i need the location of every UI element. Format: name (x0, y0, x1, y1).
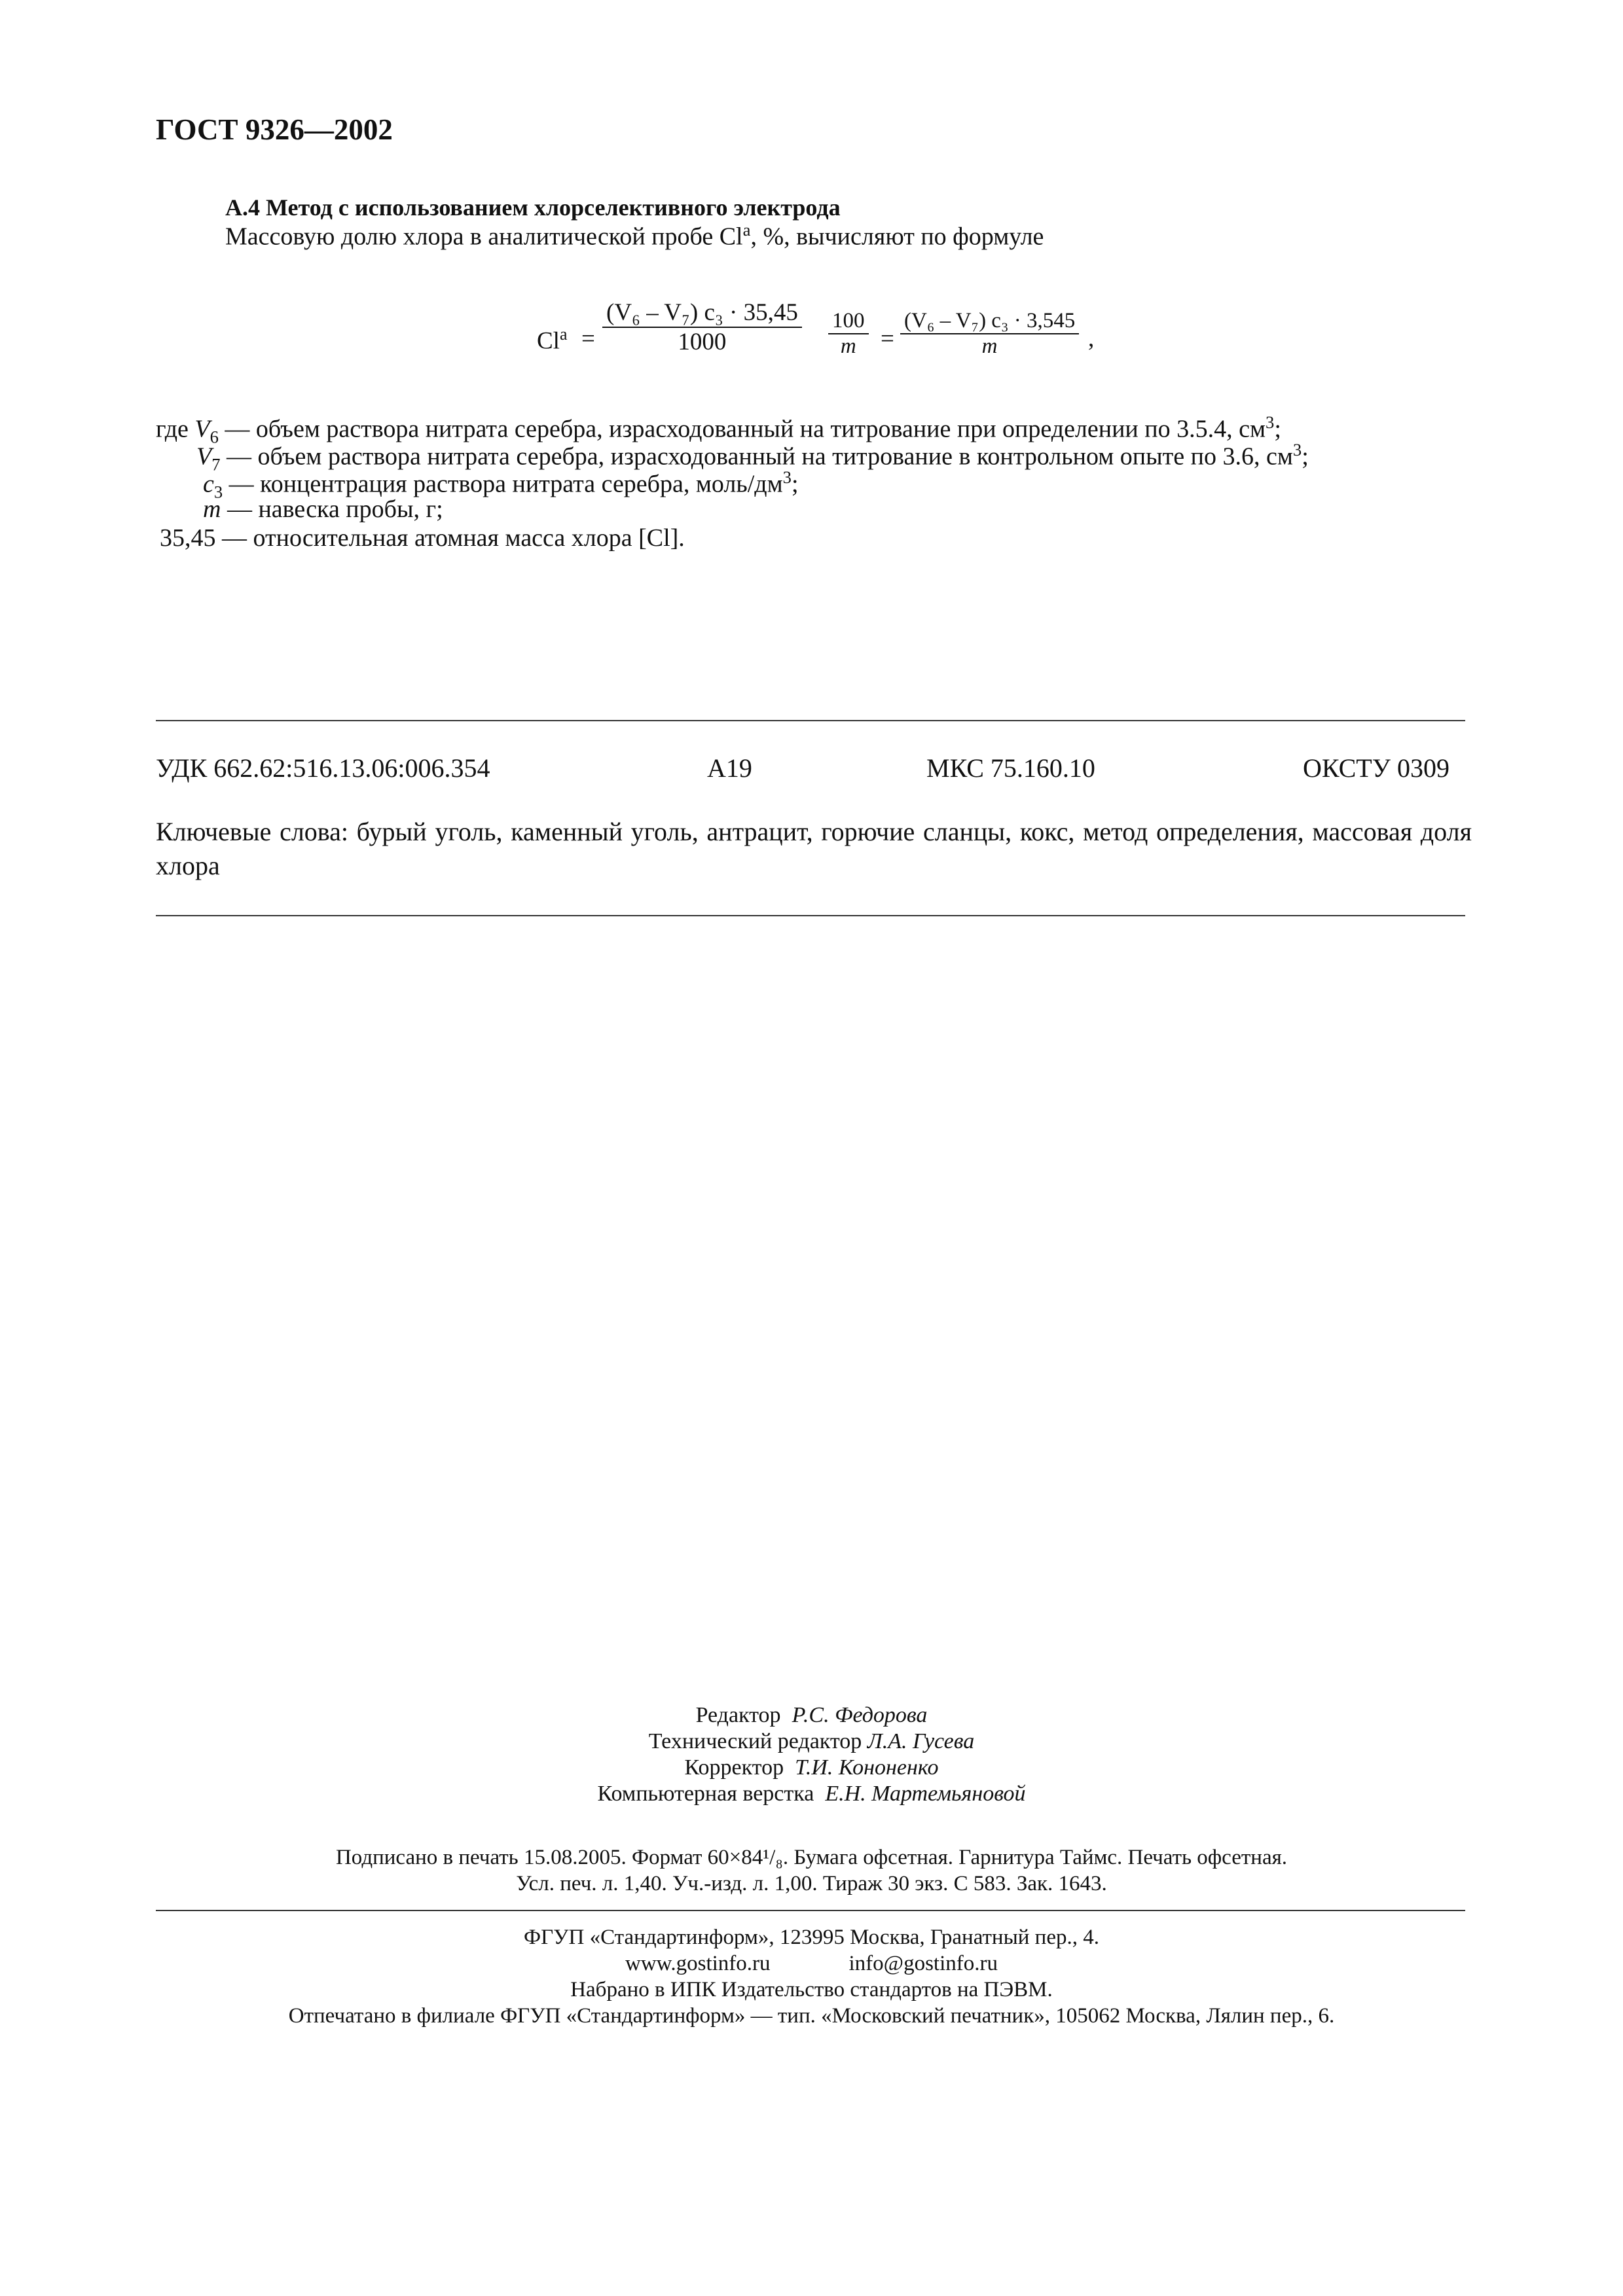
classification-code: А19 (707, 753, 752, 783)
publisher-email-link[interactable]: info@gostinfo.ru (848, 1952, 998, 1975)
formula-fraction-3 (900, 309, 1079, 359)
where-sub: 3 (213, 482, 223, 502)
where-text: — объем раствора нитрата серебра, израсходованный на титрование в контрольном опыте по 3.6, см (220, 442, 1293, 471)
publisher-typeset: Набрано в ИПК Издательство стандартов на ПЭВМ. (570, 1978, 1053, 2001)
where-line-m (203, 495, 443, 524)
intro-sup: a (742, 220, 751, 240)
where-line-atomic-mass (160, 524, 685, 552)
where-sup: 3 (1292, 440, 1302, 459)
where-sub: 7 (211, 454, 221, 475)
where-prefix: где (156, 415, 195, 443)
credit-editor (0, 1703, 1623, 1728)
formula-lhs (537, 325, 567, 355)
formula-tail: , (1088, 325, 1095, 352)
credit-name: Л.А. Гусева (867, 1729, 975, 1753)
intro-tail: , %, вычисляют по формуле (750, 223, 1044, 251)
formula-eq-2: = (881, 325, 894, 352)
fraction-2-denominator: m (828, 333, 869, 359)
section-title: А.4 Метод с использованием хлорселективного электрода (225, 194, 841, 221)
where-text: — относительная атомная масса хлора [Cl]. (215, 524, 685, 552)
formula-lhs-text: Cl (537, 327, 560, 355)
okstu-code: ОКСТУ 0309 (1303, 753, 1450, 783)
publisher-address: ФГУП «Стандартинформ», 123995 Москва, Гранатный пер., 4. (524, 1926, 1099, 1949)
credit-layout (0, 1782, 1623, 1806)
credit-tech-editor (0, 1729, 1623, 1754)
publisher-contacts (0, 1952, 1623, 1976)
where-symbol: V (196, 442, 212, 471)
fraction-3-denominator: m (900, 333, 1079, 359)
formula-eq-1: = (581, 325, 595, 352)
where-end: ; (1274, 415, 1281, 443)
where-sup: 3 (1266, 412, 1275, 432)
where-end: ; (791, 470, 799, 498)
section-intro (225, 220, 1044, 251)
formula-fraction-2 (828, 309, 869, 359)
where-end: ; (1302, 442, 1309, 471)
where-text: — навеска пробы, г; (221, 495, 443, 523)
divider-top (156, 720, 1465, 721)
publisher-printed: Отпечатано в филиале ФГУП «Стандартинформ» — тип. «Московский печатник», 105062 Москва, Лялин пер., 6. (288, 2004, 1335, 2028)
fraction-2-numerator: 100 (832, 309, 865, 332)
where-text: — концентрация раствора нитрата серебра, моль/дм (223, 470, 783, 498)
credit-label: Редактор (695, 1703, 781, 1727)
keywords: Ключевые слова: бурый уголь, каменный уголь, антрацит, горючие сланцы, кокс, метод определения, массовая доля хлора (156, 817, 1472, 880)
formula-lhs-sup: a (559, 325, 568, 344)
divider-keywords (156, 915, 1465, 916)
imprint-line-1: Подписано в печать 15.08.2005. Формат 60×84¹/₈. Бумага офсетная. Гарнитура Таймс. Печать офсетная. (335, 1846, 1288, 1869)
formula-fraction-1 (602, 298, 802, 356)
credit-name: Е.Н. Мартемьяновой (825, 1782, 1026, 1806)
divider-imprint (156, 1910, 1465, 1911)
where-sub: 6 (210, 427, 219, 447)
intro-text: Массовую долю хлора в аналитической пробе Cl (225, 223, 743, 251)
where-symbol: c (203, 470, 214, 498)
where-text: — объем раствора нитрата серебра, израсходованный на титрование при определении по 3.5.4, см (218, 415, 1266, 443)
mks-code: МКС 75.160.10 (926, 753, 1095, 783)
imprint-line-2: Усл. печ. л. 1,40. Уч.-изд. л. 1,00. Тираж 30 экз. С 583. Зак. 1643. (516, 1872, 1107, 1895)
fraction-1-denominator: 1000 (602, 327, 802, 356)
credit-label: Компьютерная верстка (597, 1782, 814, 1806)
credit-label: Технический редактор (648, 1729, 862, 1753)
where-prefix: 35,45 (160, 524, 216, 552)
credit-name: Р.С. Федорова (792, 1703, 928, 1727)
credit-corrector (0, 1755, 1623, 1780)
where-symbol: V (194, 415, 210, 443)
where-sup: 3 (782, 467, 792, 487)
document-code: ГОСТ 9326—2002 (156, 113, 393, 146)
fraction-1-numerator: (V₆ – V₇) c₃ · 35,45 (606, 299, 798, 326)
credit-name: Т.И. Кононенко (795, 1755, 939, 1780)
where-symbol: m (203, 495, 221, 523)
formula (537, 298, 1126, 377)
fraction-3-numerator: (V₆ – V₇) c₃ · 3,545 (904, 309, 1076, 332)
udk-code: УДК 662.62:516.13.06:006.354 (156, 753, 490, 783)
credit-label: Корректор (684, 1755, 784, 1780)
publisher-web-link[interactable]: www.gostinfo.ru (625, 1952, 771, 1975)
